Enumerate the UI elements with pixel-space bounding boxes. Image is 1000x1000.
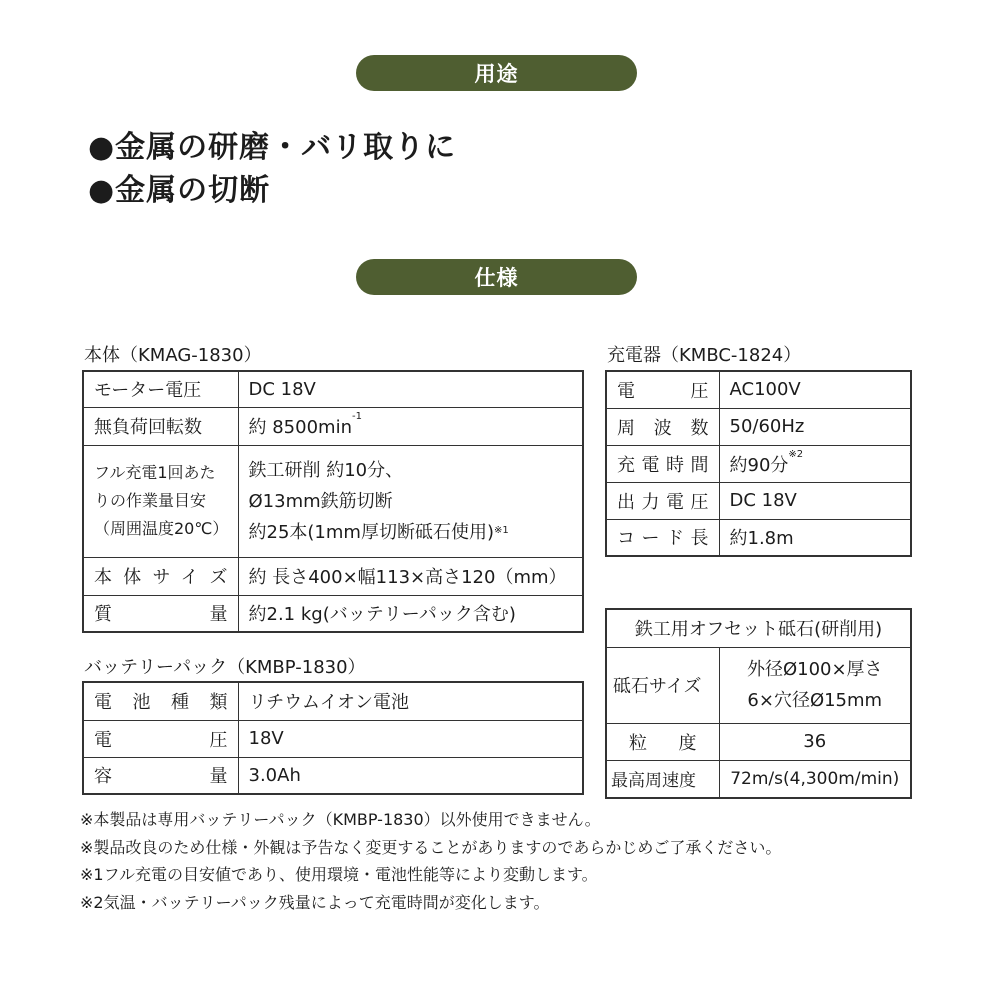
no-load-speed-sup: -1 [351, 411, 362, 422]
charger-voltage-label: 電 圧 [606, 371, 719, 408]
battery-type-label: 電池種類 [83, 682, 238, 720]
footnote: ※2気温・バッテリーパック残量によって充電時間が変化します。 [80, 892, 550, 912]
work-per-charge-value [238, 445, 583, 557]
disc-table-caption: 鉄工用オフセット砥石(研削用) [606, 609, 911, 647]
body-table-caption: 本体（KMAG-1830） [84, 345, 262, 366]
usage-item-cut: ●金属の切断 [88, 173, 271, 208]
table-row [83, 682, 583, 720]
battery-type-value: リチウムイオン電池 [238, 682, 583, 720]
charger-frequency-label: 周波数 [606, 408, 719, 445]
table-row [606, 482, 911, 519]
battery-voltage-value: 18V [238, 720, 583, 757]
motor-voltage-value: DC 18V [238, 371, 583, 407]
no-load-speed-cell [238, 407, 583, 445]
battery-capacity-value: 3.0Ah [238, 757, 583, 794]
work-value-line: 鉄工研削 約10分、 [248, 459, 404, 481]
body-spec-table [82, 370, 584, 633]
table-row [83, 595, 583, 632]
table-row [83, 407, 583, 445]
disc-grit-label: 粒 度 [606, 723, 719, 760]
weight-label: 質 量 [83, 595, 238, 632]
output-voltage-value: DC 18V [719, 482, 911, 519]
table-row [606, 371, 911, 408]
cord-length-label: コード長 [606, 519, 719, 556]
charger-voltage-value: AC100V [719, 371, 911, 408]
table-row [606, 445, 911, 482]
no-load-speed-value: 約 8500min [248, 417, 352, 438]
motor-voltage-label: モーター電圧 [83, 371, 238, 407]
weight-value: 約2.1 kg(バッテリーパック含む) [238, 595, 583, 632]
table-row [606, 609, 911, 647]
table-row [83, 371, 583, 407]
work-label-line: （周囲温度20℃） [94, 519, 229, 538]
battery-table-caption: バッテリーパック（KMBP-1830） [84, 657, 366, 678]
table-row [606, 723, 911, 760]
table-row [606, 519, 911, 556]
table-row [606, 408, 911, 445]
size-value: 約 長さ400×幅113×高さ120（mm） [238, 557, 583, 595]
charge-time-sup: ※2 [788, 448, 804, 460]
disc-size-value [719, 647, 911, 723]
cord-length-value: 約1.8m [719, 519, 911, 556]
battery-voltage-label: 電 圧 [83, 720, 238, 757]
work-label-line: フル充電1回あた [94, 463, 216, 482]
disc-grit-value: 36 [719, 723, 911, 760]
footnotes [80, 806, 781, 916]
output-voltage-label: 出力電圧 [606, 482, 719, 519]
disc-size-label: 砥石サイズ [606, 647, 719, 723]
table-row [606, 760, 911, 798]
no-load-speed-label: 無負荷回転数 [83, 407, 238, 445]
battery-capacity-label: 容 量 [83, 757, 238, 794]
work-value-sup: ※1 [493, 524, 509, 536]
spec-header: 仕様 [356, 259, 637, 295]
table-row [606, 647, 911, 723]
size-label: 本体サイズ [83, 557, 238, 595]
work-label-line: りの作業量目安 [94, 491, 207, 510]
usage-header: 用途 [356, 55, 637, 91]
disc-max-speed-value: 72m/s(4,300m/min) [719, 760, 911, 798]
disc-max-speed-label: 最高周速度 [606, 760, 719, 798]
table-row [83, 720, 583, 757]
charger-table-caption: 充電器（KMBC-1824） [607, 345, 802, 366]
work-per-charge-label [83, 445, 238, 557]
table-row [83, 757, 583, 794]
charge-time-value: 約90分 [729, 454, 789, 476]
footnote: ※1フル充電の目安値であり、使用環境・電池性能等により変動します。 [80, 865, 598, 884]
charge-time-label: 充電時間 [606, 445, 719, 482]
charger-frequency-value: 50/60Hz [719, 408, 911, 445]
work-value-line: Ø13mm鉄筋切断 [248, 490, 393, 512]
footnote: ※本製品は専用バッテリーパック（KMBP-1830）以外使用できません。 [80, 810, 601, 829]
footnote: ※製品改良のため仕様・外観は予告なく変更することがありますのであらかじめご了承ください。 [80, 837, 782, 857]
charger-spec-table [605, 370, 912, 557]
charge-time-cell [719, 445, 911, 482]
usage-item-polish: ●金属の研磨・バリ取りに [88, 130, 457, 165]
table-row [83, 445, 583, 557]
disc-size-line: 外径Ø100×厚さ [746, 659, 883, 680]
disc-spec-table [605, 608, 912, 799]
work-value-line: 約25本(1mm厚切断砥石使用)$^{※1}$ [248, 521, 509, 543]
table-row [83, 557, 583, 595]
battery-spec-table [82, 681, 584, 795]
disc-size-line: 6×穴径Ø15mm [747, 690, 883, 711]
